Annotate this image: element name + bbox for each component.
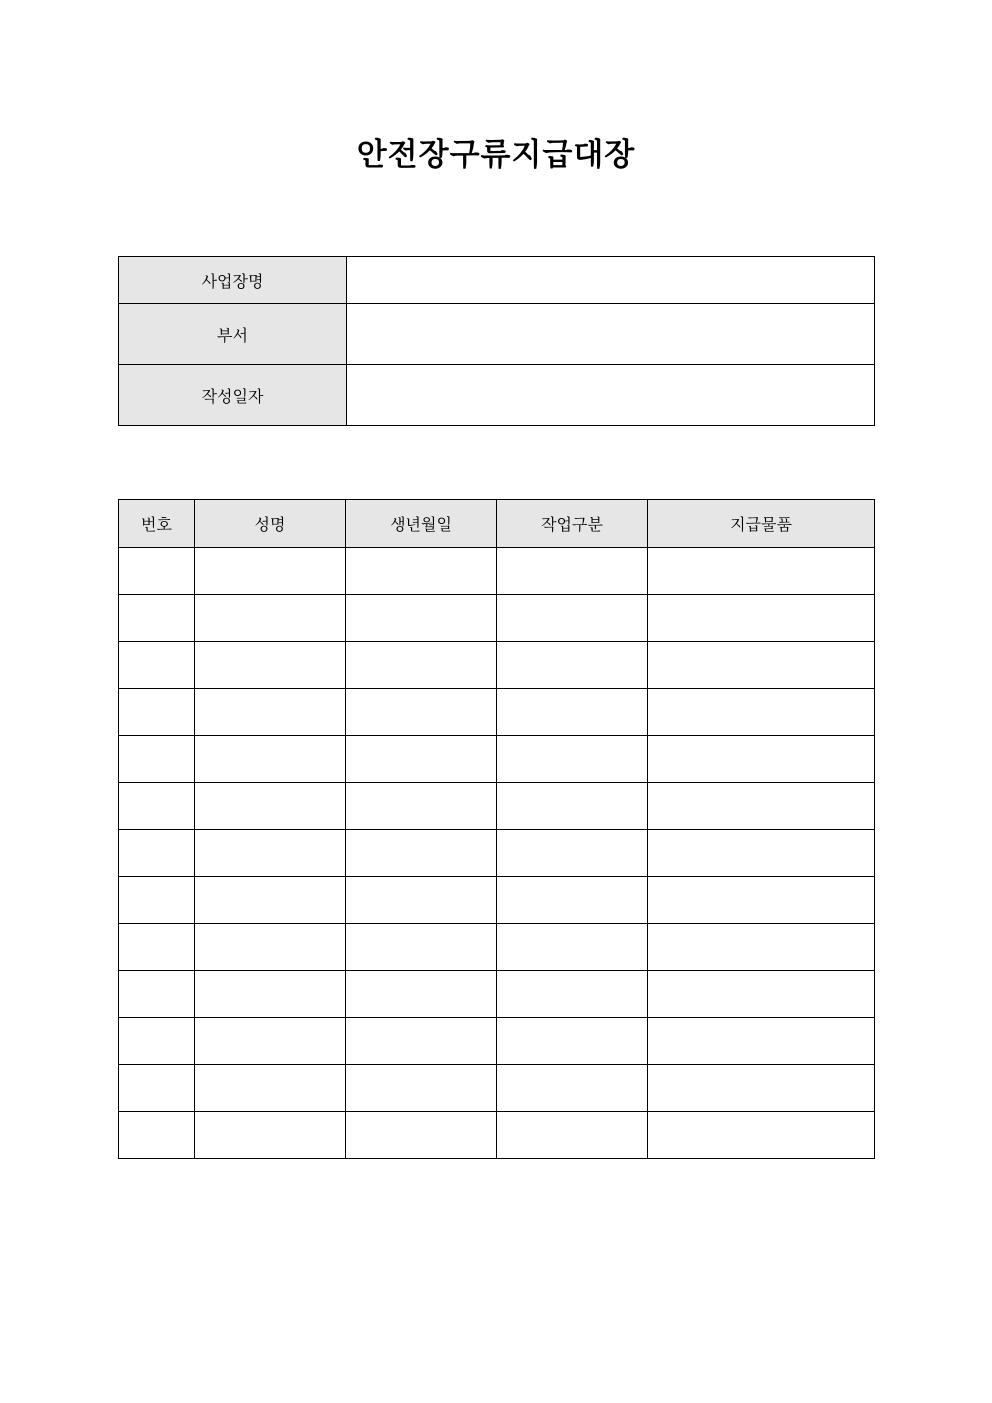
- work-type-cell[interactable]: [497, 595, 648, 642]
- table-row: [119, 1112, 875, 1159]
- birthdate-cell[interactable]: [346, 642, 497, 689]
- name-cell[interactable]: [195, 595, 346, 642]
- work-type-cell[interactable]: [497, 1112, 648, 1159]
- issued-items-cell[interactable]: [648, 877, 875, 924]
- issued-items-cell[interactable]: [648, 1018, 875, 1065]
- page-title: 안전장구류지급대장: [356, 137, 636, 173]
- name-cell[interactable]: [195, 689, 346, 736]
- table-row: [119, 924, 875, 971]
- table-row: [119, 595, 875, 642]
- work-type-cell[interactable]: [497, 783, 648, 830]
- work-type-cell[interactable]: [497, 830, 648, 877]
- number-cell[interactable]: [119, 877, 195, 924]
- info-row-department: [119, 304, 875, 365]
- issued-items-cell[interactable]: [648, 1065, 875, 1112]
- number-cell[interactable]: [119, 736, 195, 783]
- issued-items-cell[interactable]: [648, 971, 875, 1018]
- name-cell[interactable]: [195, 1065, 346, 1112]
- name-cell[interactable]: [195, 877, 346, 924]
- info-row-workplace: [119, 257, 875, 304]
- work-type-cell[interactable]: [497, 971, 648, 1018]
- issuance-roster-table: [118, 499, 875, 1159]
- work-type-cell[interactable]: [497, 924, 648, 971]
- issued-items-cell[interactable]: [648, 924, 875, 971]
- info-row-date: [119, 365, 875, 426]
- table-row: [119, 971, 875, 1018]
- number-cell[interactable]: [119, 689, 195, 736]
- table-row: [119, 783, 875, 830]
- column-header-work-type: 작업구분: [497, 500, 648, 548]
- name-cell[interactable]: [195, 924, 346, 971]
- birthdate-cell[interactable]: [346, 1065, 497, 1112]
- workplace-name-field[interactable]: [347, 257, 875, 304]
- number-cell[interactable]: [119, 1065, 195, 1112]
- column-header-issued-items: 지급물품: [648, 500, 875, 548]
- work-type-cell[interactable]: [497, 1065, 648, 1112]
- issued-items-cell[interactable]: [648, 642, 875, 689]
- issued-items-cell[interactable]: [648, 689, 875, 736]
- number-cell[interactable]: [119, 830, 195, 877]
- number-cell[interactable]: [119, 924, 195, 971]
- table-row: [119, 830, 875, 877]
- number-cell[interactable]: [119, 1018, 195, 1065]
- department-label: 부서: [119, 304, 347, 365]
- name-cell[interactable]: [195, 971, 346, 1018]
- birthdate-cell[interactable]: [346, 971, 497, 1018]
- work-type-cell[interactable]: [497, 877, 648, 924]
- issued-items-cell[interactable]: [648, 830, 875, 877]
- column-header-birthdate: 생년월일: [346, 500, 497, 548]
- birthdate-cell[interactable]: [346, 736, 497, 783]
- birthdate-cell[interactable]: [346, 783, 497, 830]
- number-cell[interactable]: [119, 595, 195, 642]
- table-row: [119, 736, 875, 783]
- name-cell[interactable]: [195, 783, 346, 830]
- table-row: [119, 1018, 875, 1065]
- table-row: [119, 548, 875, 595]
- workplace-name-label: 사업장명: [119, 257, 347, 304]
- column-header-number: 번호: [119, 500, 195, 548]
- issued-items-cell[interactable]: [648, 595, 875, 642]
- issued-items-cell[interactable]: [648, 1112, 875, 1159]
- work-type-cell[interactable]: [497, 642, 648, 689]
- name-cell[interactable]: [195, 642, 346, 689]
- work-type-cell[interactable]: [497, 548, 648, 595]
- table-row: [119, 877, 875, 924]
- birthdate-cell[interactable]: [346, 924, 497, 971]
- table-row: [119, 1065, 875, 1112]
- column-header-name: 성명: [195, 500, 346, 548]
- number-cell[interactable]: [119, 783, 195, 830]
- birthdate-cell[interactable]: [346, 1112, 497, 1159]
- written-date-label: 작성일자: [119, 365, 347, 426]
- table-row: [119, 689, 875, 736]
- issued-items-cell[interactable]: [648, 736, 875, 783]
- name-cell[interactable]: [195, 1112, 346, 1159]
- number-cell[interactable]: [119, 971, 195, 1018]
- birthdate-cell[interactable]: [346, 548, 497, 595]
- birthdate-cell[interactable]: [346, 595, 497, 642]
- number-cell[interactable]: [119, 1112, 195, 1159]
- name-cell[interactable]: [195, 1018, 346, 1065]
- roster-header-row: [119, 500, 875, 548]
- birthdate-cell[interactable]: [346, 877, 497, 924]
- name-cell[interactable]: [195, 830, 346, 877]
- birthdate-cell[interactable]: [346, 830, 497, 877]
- birthdate-cell[interactable]: [346, 689, 497, 736]
- name-cell[interactable]: [195, 548, 346, 595]
- number-cell[interactable]: [119, 642, 195, 689]
- work-type-cell[interactable]: [497, 736, 648, 783]
- name-cell[interactable]: [195, 736, 346, 783]
- number-cell[interactable]: [119, 548, 195, 595]
- roster-body: [119, 548, 875, 1159]
- department-field[interactable]: [347, 304, 875, 365]
- issued-items-cell[interactable]: [648, 783, 875, 830]
- work-type-cell[interactable]: [497, 1018, 648, 1065]
- issued-items-cell[interactable]: [648, 548, 875, 595]
- work-type-cell[interactable]: [497, 689, 648, 736]
- workplace-info-table: [118, 256, 875, 426]
- written-date-field[interactable]: [347, 365, 875, 426]
- table-row: [119, 642, 875, 689]
- birthdate-cell[interactable]: [346, 1018, 497, 1065]
